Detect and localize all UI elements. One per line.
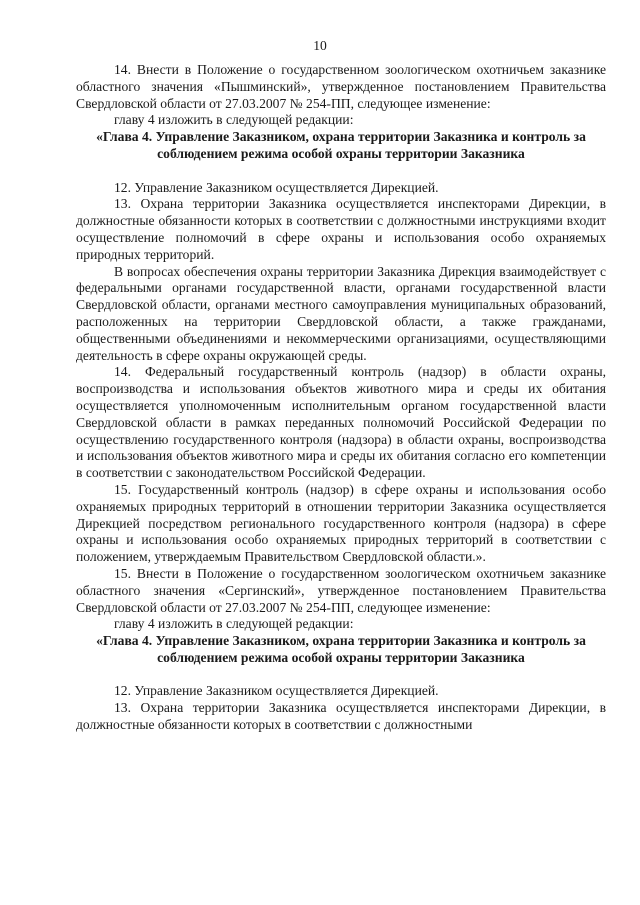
paragraph: главу 4 изложить в следующей редакции: [114, 112, 354, 128]
chapter-heading: «Глава 4. Управление Заказником, охрана территории Заказника и контроль за соблюдением режима особой охраны территории Заказника [96, 633, 586, 665]
paragraph: 14. Внести в Положение о государственном зоологическом охотничьем заказнике областного значения «Пышминский», утвержденное постановлением Правительства Свердловской области от 27.03.2007 № 254-ПП, следующее изменение: [76, 62, 606, 111]
paragraph: 13. Охрана территории Заказника осуществляется инспекторами Дирекции, в должностные обязанности которых в соответствии с должностными инструкциями входит осуществление полномочий в сфере охраны и использования особо охраняемых природных территорий. [76, 196, 606, 262]
paragraph-spacer [76, 163, 606, 180]
paragraph: 15. Государственный контроль (надзор) в сфере охраны и использования особо охраняемых природных территорий в отношении территории Заказника осуществляется Дирекцией посредством регионального государственного контроля (надзора) в сфере охраны и использования особо охраняемых природных территорий в соответствии с положением, утверждаемым Правительством Свердловской области.». [76, 481, 606, 565]
document-body [76, 62, 606, 734]
paragraph: главу 4 изложить в следующей редакции: [114, 616, 354, 632]
page-number: 10 [313, 38, 327, 53]
paragraph: 12. Управление Заказником осуществляется Дирекцией. [114, 683, 439, 699]
paragraph: 15. Внести в Положение о государственном зоологическом охотничьем заказнике областного значения «Сергинский», утвержденное постановлением Правительства Свердловской области от 27.03.2007 № 254-ПП, следующее изменение: [76, 565, 606, 615]
paragraph: 12. Управление Заказником осуществляется Дирекцией. [114, 179, 439, 195]
chapter-heading: «Глава 4. Управление Заказником, охрана территории Заказника и контроль за соблюдением режима особой охраны территории Заказника [96, 129, 586, 161]
paragraph: В вопросах обеспечения охраны территории Заказника Дирекция взаимодействует с федеральными органами государственной власти, органами государственной власти Свердловской области, органами местного самоуправления муниципальных образований, расположенных на территории Свердловской области, а также гражданами, общественными объединениями и некоммерческими организациями, осуществляющими деятельность в сфере охраны окружающей среды. [76, 263, 606, 363]
paragraph: 14. Федеральный государственный контроль (надзор) в области охраны, воспроизводства и использования объектов животного мира и среды их обитания осуществляется уполномоченным исполнительным органом государственной власти Свердловской области в рамках переданных полномочий Российской Федерации по осуществлению государственного контроля (надзора) в области охраны, воспроизводства и использования объектов животного мира и среды их обитания согласно его компетенции в соответствии с законодательством Российской Федерации. [76, 364, 606, 481]
paragraph-spacer [76, 667, 606, 684]
paragraph: 13. Охрана территории Заказника осуществляется инспекторами Дирекции, в должностные обязанности которых в соответствии с должностными [76, 700, 606, 733]
